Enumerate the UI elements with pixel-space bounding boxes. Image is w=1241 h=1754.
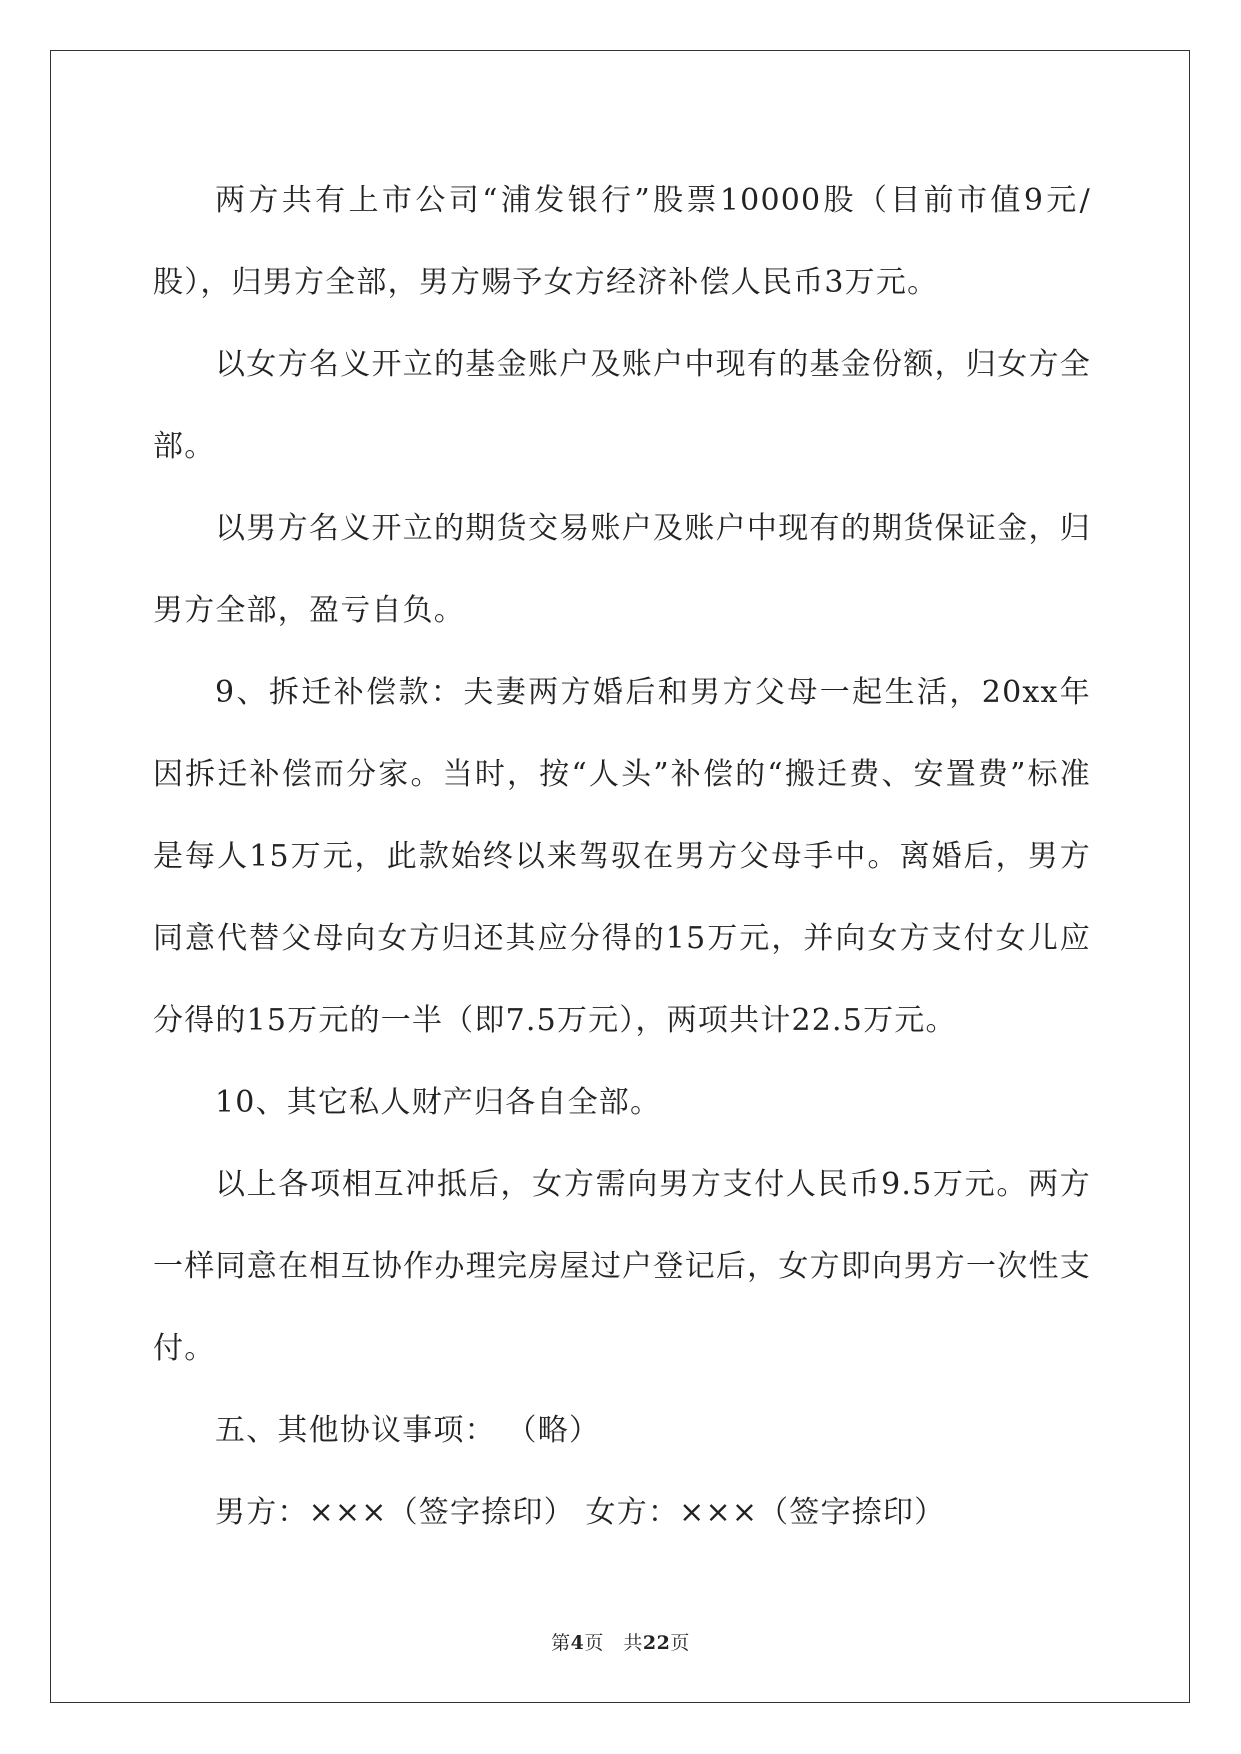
footer-prefix: 第 xyxy=(551,1632,571,1654)
paragraph-fund: 以女方名义开立的基金账户及账户中现有的基金份额，归女方全部。 xyxy=(153,347,1091,464)
current-page-number: 4 xyxy=(570,1632,585,1654)
document-body xyxy=(153,160,1091,1554)
paragraph-stock: 两方共有上市公司“浦发银行”股票10000股（目前市值9元/股），归男方全部，男方赐予女方经济补偿人民币3万元。 xyxy=(153,183,1091,300)
paragraph-offset-payment: 以上各项相互冲抵后，女方需向男方支付人民币9.5万元。两方一样同意在相互协作办理完房屋过户登记后，女方即向男方一次性支付。 xyxy=(153,1167,1091,1366)
signature-line: 男方：×××（签字捺印） 女方：×××（签字捺印） xyxy=(215,1495,946,1530)
paragraph-private-property: 10、其它私人财产归各自全部。 xyxy=(215,1085,662,1120)
footer-suffix: 页 xyxy=(670,1632,690,1654)
paragraph-other-matters: 五、其他协议事项： （略） xyxy=(215,1413,601,1448)
total-page-number: 22 xyxy=(642,1632,671,1654)
page-footer xyxy=(0,1628,1241,1655)
paragraph-relocation: 9、拆迁补偿款：夫妻两方婚后和男方父母一起生活，20xx年因拆迁补偿而分家。当时，按“人头”补偿的“搬迁费、安置费”标准是每人15万元，此款始终以来驾驭在男方父母手中。离婚后，男方同意代替父母向女方归还其应分得的15万元，并向女方支付女儿应分得的15万元的一半（即7.5万元），两项共计22.5万元。 xyxy=(153,675,1091,1038)
footer-mid: 页 共 xyxy=(584,1632,643,1654)
paragraph-futures: 以男方名义开立的期货交易账户及账户中现有的期货保证金，归男方全部，盈亏自负。 xyxy=(153,511,1091,628)
